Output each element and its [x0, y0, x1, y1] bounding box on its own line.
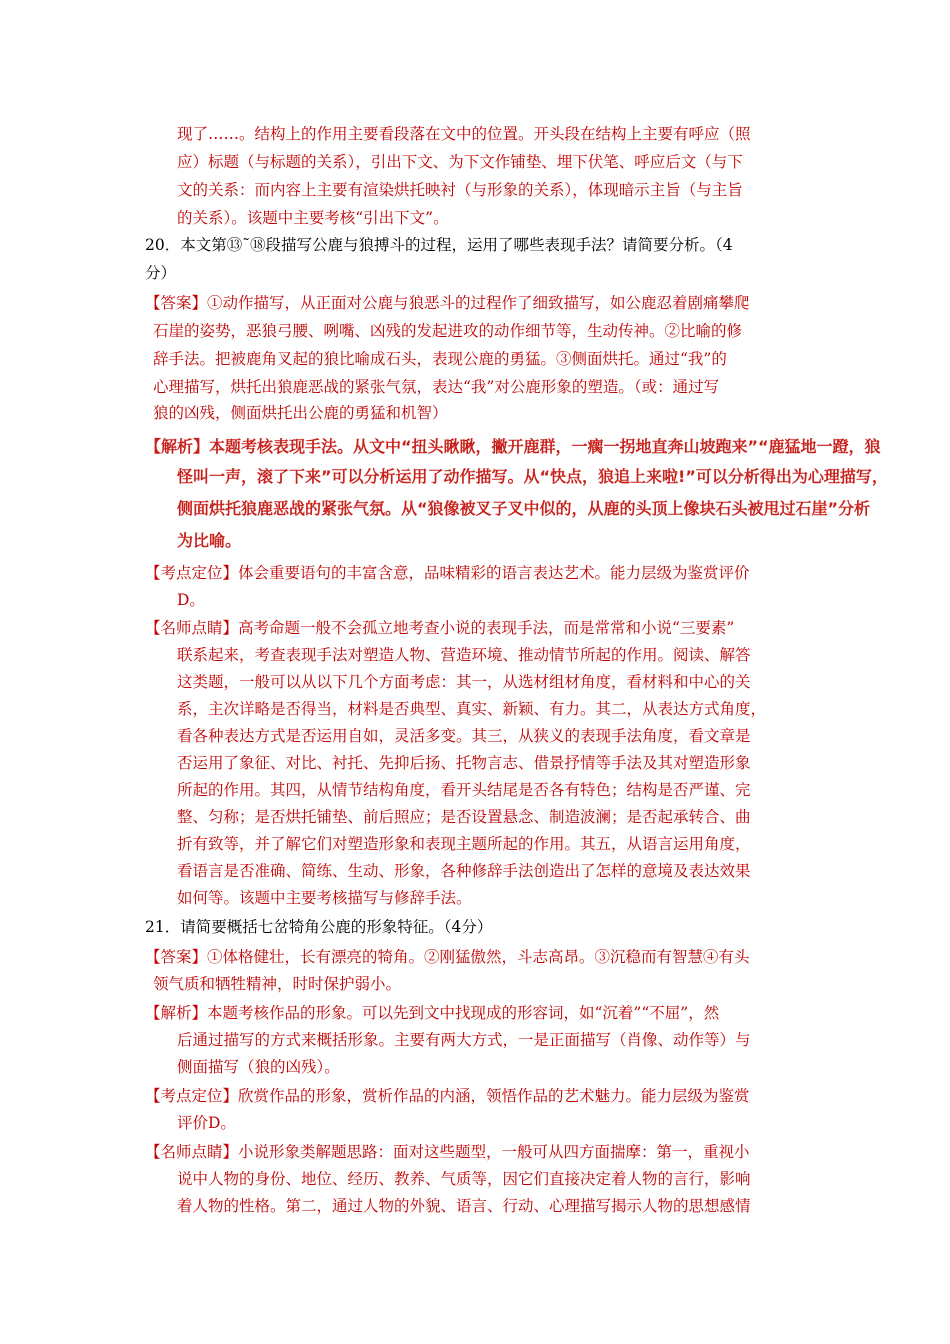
teacher-note-21-line: 说中人物的身份、地位、经历、教养、气质等，因它们直接决定着人物的言行，影响	[177, 1170, 751, 1188]
answer-continuation-line: 现了……。结构上的作用主要看段落在文中的位置。开头段在结构上主要有呼应（照	[177, 125, 751, 143]
teacher-note-20-line: 联系起来，考查表现手法对塑造人物、营造环境、推动情节所起的作用。阅读、解答	[177, 646, 751, 664]
question-21: 21．请简要概括七岔犄角公鹿的形象特征。（4分）	[145, 918, 493, 936]
analysis-21-text: 【解析】本题考核作品的形象。可以先到文中找现成的形容词，如“沉着”“不屈”，然	[145, 1004, 720, 1022]
teacher-note-21-line	[145, 1139, 750, 1165]
teacher-note-21-line: 着人物的性格。第二，通过人物的外貌、语言、行动、心理描写揭示人物的思想感情	[177, 1197, 751, 1215]
exam-point-21-line	[145, 1083, 750, 1109]
teacher-note-20-line: 所起的作用。其四，从情节结构角度，看开头结尾是否各有特色；结构是否严谨、完	[177, 781, 751, 799]
teacher-note-20-line: 这类题，一般可以从以下几个方面考虑：其一，从选材组材角度，看材料和中心的关	[177, 673, 751, 691]
answer-20-line: 心理描写，烘托出狼鹿恶战的紧张气氛，表达“我”对公鹿形象的塑造。（或：通过写	[153, 378, 720, 396]
exam-point-20-level: D。	[177, 591, 205, 609]
answer-continuation-line: 的关系）。该题中主要考核“引出下文”。	[177, 209, 449, 227]
analysis-21-line: 后通过描写的方式来概括形象。主要有两大方式，一是正面描写（肖像、动作等）与	[177, 1031, 751, 1049]
analysis-20-line: 怪叫一声，滚了下来”可以分析运用了动作描写。从“快点，狼追上来啦!”可以分析得出为心理描写，	[177, 467, 888, 486]
answer-21-label-line: 【答案】①体格健壮，长有漂亮的犄角。②刚猛傲然，斗志高昂。③沉稳而有智慧④有头	[145, 948, 750, 966]
answer-20-line: 辞手法。把被鹿角叉起的狼比喻成石头，表现公鹿的勇猛。③侧面烘托。通过“我”的	[153, 350, 727, 368]
teacher-note-20-line: 如何等。该题中主要考核描写与修辞手法。	[177, 889, 472, 907]
exam-point-20-text: 【考点定位】体会重要语句的丰富含意，品味精彩的语言表达艺术。能力层级为鉴赏评价	[145, 564, 750, 582]
teacher-note-20-line: 看语言是否准确、简练、生动、形象，各种修辞手法创造出了怎样的意境及表达效果	[177, 862, 751, 880]
analysis-20-line: 为比喻。	[177, 531, 242, 550]
analysis-21-line: 侧面描写（狼的凶残）。	[177, 1058, 340, 1076]
exam-point-21-text: 【考点定位】欣赏作品的形象，赏析作品的内涵，领悟作品的艺术魅力。能力层级为鉴赏	[145, 1087, 750, 1105]
answer-20-line: 狼的凶残，侧面烘托出公鹿的勇猛和机智）	[153, 404, 448, 422]
answer-continuation-line: 应）标题（与标题的关系），引出下文、为下文作铺垫、埋下伏笔、呼应后文（与下	[177, 153, 743, 171]
exam-point-20-line	[145, 560, 750, 586]
teacher-note-21-text: 【名师点睛】小说形象类解题思路：面对这些题型，一般可从四方面揣摩：第一，重视小	[145, 1143, 750, 1161]
answer-20-line: 石崖的姿势，恶狼弓腰、咧嘴、凶残的发起进攻的动作细节等，生动传神。②比喻的修	[153, 322, 743, 340]
question-20-score: 分）	[145, 264, 177, 282]
answer-20-label-line: 【答案】①动作描写，从正面对公鹿与狼恶斗的过程作了细致描写，如公鹿忍着剧痛攀爬	[145, 294, 750, 312]
teacher-note-20-line: 系，主次详略是否得当，材料是否典型、真实、新颖、有力。其二，从表达方式角度，	[177, 700, 767, 718]
teacher-note-20-line: 整、匀称；是否烘托铺垫、前后照应；是否设置悬念、制造波澜；是否起承转合、曲	[177, 808, 751, 826]
analysis-20-line: 侧面烘托狼鹿恶战的紧张气氛。从“狼像被叉子叉中似的，从鹿的头顶上像块石头被甩过石崖”分析	[177, 499, 871, 518]
analysis-20-line: 【解析】本题考核表现手法。从文中“扭头瞅瞅，撇开鹿群，一瘸一拐地直奔山坡跑来”“鹿猛地一蹬，狼	[145, 437, 881, 456]
answer-21-line: 领气质和牺牲精神，时时保护弱小。	[153, 975, 402, 993]
question-20: 20．本文第⑬˜⑱段描写公鹿与狼搏斗的过程，运用了哪些表现手法？请简要分析。（4	[145, 236, 733, 254]
teacher-note-20-line: 否运用了象征、对比、衬托、先抑后扬、托物言志、借景抒情等手法及其对塑造形象	[177, 754, 751, 772]
teacher-note-20-line: 看各种表达方式是否运用自如，灵活多变。其三，从狭义的表现手法角度，看文章是	[177, 727, 751, 745]
analysis-21-line	[145, 1000, 719, 1026]
answer-continuation-line: 文的关系：而内容上主要有渲染烘托映衬（与形象的关系），体现暗示主旨（与主旨	[177, 181, 743, 199]
teacher-note-20-line: 折有致等，并了解它们对塑造形象和表现主题所起的作用。其五，从语言运用角度，	[177, 835, 751, 853]
exam-point-21-level: 评价D。	[177, 1114, 236, 1132]
teacher-note-20-text: 【名师点睛】高考命题一般不会孤立地考查小说的表现手法，而是常常和小说“三要素”	[145, 619, 735, 637]
teacher-note-20-line	[145, 615, 734, 641]
